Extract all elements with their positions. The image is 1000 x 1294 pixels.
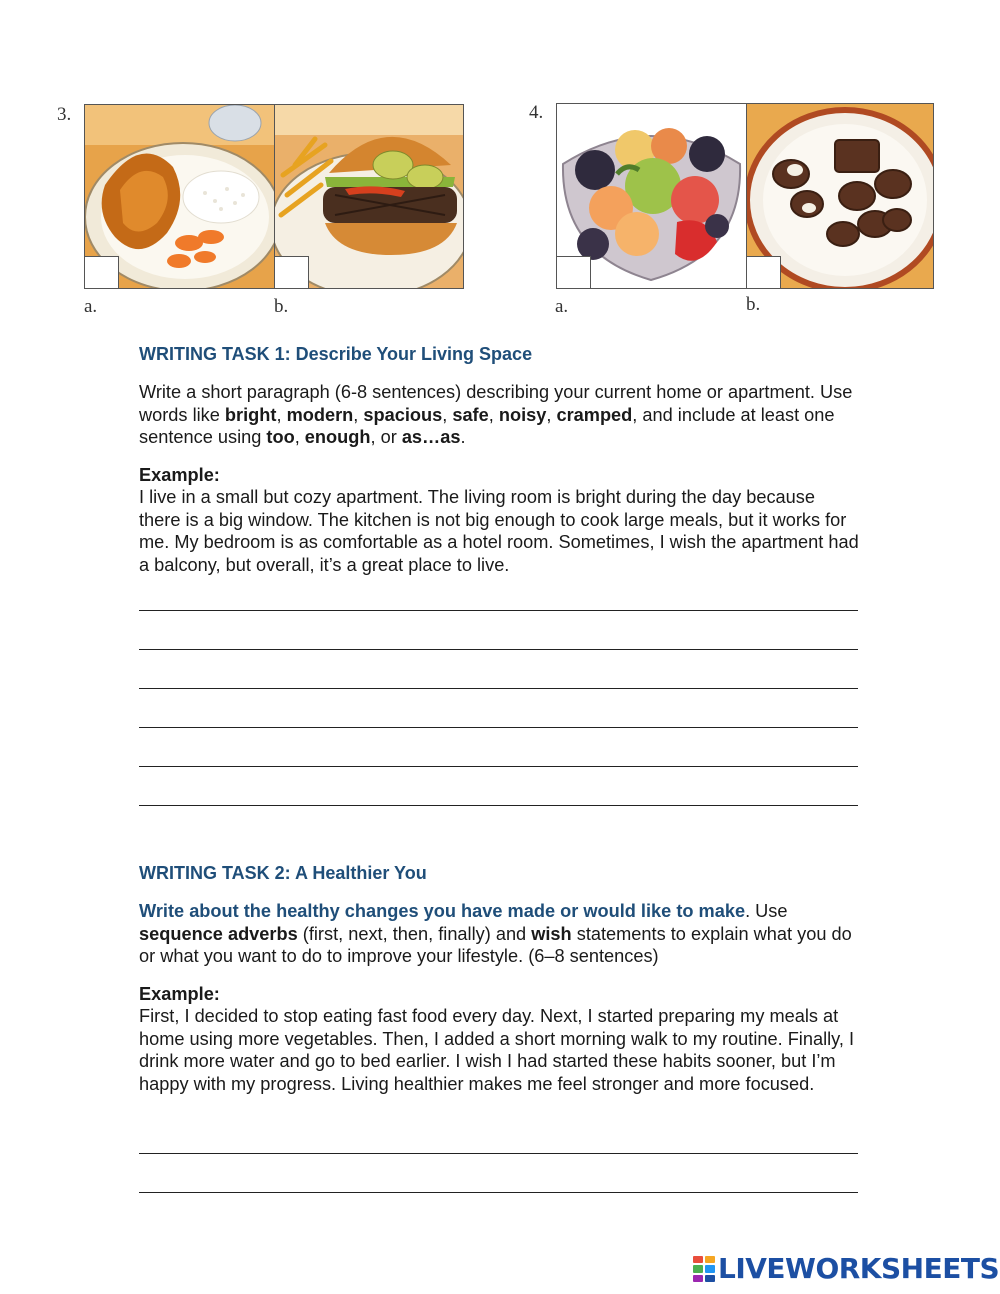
question-4-label-a: a. xyxy=(555,296,569,317)
answer-box-4a[interactable] xyxy=(557,256,591,288)
task-1-example-text: I live in a small but cozy apartment. The living room is bright during the day because there is a big window. The kitchen is not big enough to cook large meals, but it works for me. My bedroom is as comfortable as a hotel room. Sometimes, I wish the apartment had a balcony, but overall, it’s a great place to live. xyxy=(139,487,859,575)
liveworksheets-logo-icon xyxy=(693,1256,715,1282)
task-2-answer-line-1[interactable] xyxy=(139,1130,858,1154)
task-1-answer-line-2[interactable] xyxy=(139,626,858,650)
question-4-photos xyxy=(556,103,934,289)
task-2-example-label: Example: xyxy=(139,983,220,1004)
chicken-rice-plate-photo xyxy=(85,105,274,288)
answer-box-4b[interactable] xyxy=(747,256,781,288)
task-1-answer-line-5[interactable] xyxy=(139,743,858,767)
task-1-example-label: Example: xyxy=(139,464,220,485)
liveworksheets-logo xyxy=(693,1252,999,1286)
liveworksheets-logo-text: LIVEWORKSHEETS xyxy=(718,1252,1000,1285)
hamburger-fries-photo xyxy=(274,105,464,288)
writing-task-2 xyxy=(139,862,859,1095)
task-1-answer-line-6[interactable] xyxy=(139,782,858,806)
task-1-answer-line-3[interactable] xyxy=(139,665,858,689)
task-1-answer-line-4[interactable] xyxy=(139,704,858,728)
answer-box-3a[interactable] xyxy=(85,256,119,288)
writing-task-1 xyxy=(139,343,859,576)
task-1-instructions: Write a short paragraph (6-8 sentences) describing your current home or apartment. Use words like bright, modern, spacious, safe, noisy, cramped, and include at least one sentence using too, enough, or as…as. xyxy=(139,382,853,447)
task-2-example-text: First, I decided to stop eating fast food every day. Next, I started preparing my meals at home using more vegetables. Then, I added a short morning walk to my routine. Finally, I drink more water and go to bed earlier. I wish I had started these habits sooner, but I’m happy with my progress. Living healthier makes me feel stronger and more focused. xyxy=(139,1006,855,1094)
question-3-number: 3. xyxy=(57,104,72,125)
task-2-title: WRITING TASK 2: A Healthier You xyxy=(139,863,427,883)
question-3-label-b: b. xyxy=(274,296,289,317)
question-4-label-b: b. xyxy=(746,294,761,315)
chocolates-plate-photo xyxy=(746,104,934,288)
question-3-photos xyxy=(84,104,464,289)
question-3-label-a: a. xyxy=(84,296,98,317)
answer-box-3b[interactable] xyxy=(275,256,309,288)
task-1-answer-line-1[interactable] xyxy=(139,587,858,611)
question-4-number: 4. xyxy=(529,102,544,123)
task-1-title: WRITING TASK 1: Describe Your Living Space xyxy=(139,344,533,364)
task-2-instructions: Write about the healthy changes you have made or would like to make. Use sequence adverbs (first, next, then, finally) and wish statements to explain what you do or what you want to do to improve your lifestyle. (6–8 sentences) xyxy=(139,901,852,966)
fruit-bowl-photo xyxy=(557,104,746,288)
task-2-answer-line-2[interactable] xyxy=(139,1169,858,1193)
